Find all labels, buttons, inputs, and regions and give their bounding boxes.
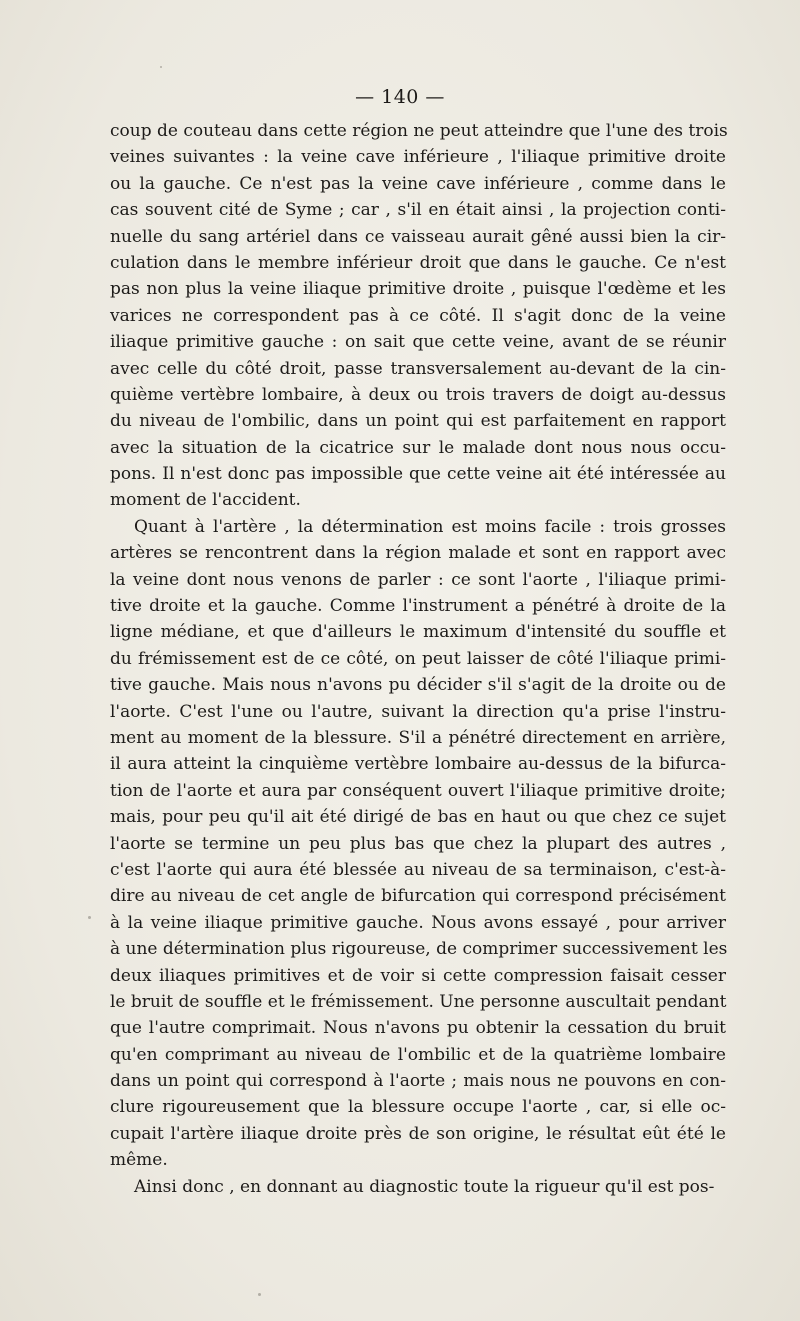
paper-speck [160, 66, 162, 68]
text-line: moment de l'accident. [110, 490, 301, 511]
text-line: ou la gauche. Ce n'est pas la veine cave inférieure , comme dans le [110, 173, 726, 194]
text-line: du frémissement est de ce côté, on peut laisser de côté l'iliaque primi- [110, 648, 726, 669]
text-line: Quant à l'artère , la détermination est moins facile : trois grosses [134, 516, 726, 537]
body-text [110, 118, 726, 1200]
text-line: quième vertèbre lombaire, à deux ou trois travers de doigt au-dessus [110, 384, 726, 405]
paragraph [110, 118, 726, 514]
text-line: nuelle du sang artériel dans ce vaisseau aurait gêné aussi bien la cir- [110, 226, 726, 247]
text-line: à la veine iliaque primitive gauche. Nous avons essayé , pour arriver [110, 912, 726, 933]
text-line: avec celle du côté droit, passe transversalement au-devant de la cin- [110, 358, 726, 379]
text-line: pas non plus la veine iliaque primitive droite , puisque l'œdème et les [110, 279, 726, 300]
text-line: tive gauche. Mais nous n'avons pu décider s'il s'agit de la droite ou de [110, 675, 726, 696]
text-line: culation dans le membre inférieur droit que dans le gauche. Ce n'est [110, 252, 726, 273]
paper-speck [258, 1293, 261, 1296]
text-line: l'aorte se termine un peu plus bas que chez la plupart des autres , [110, 833, 726, 854]
text-line: dire au niveau de cet angle de bifurcation qui correspond précisément [110, 886, 726, 907]
text-line: Ainsi donc , en donnant au diagnostic toute la rigueur qu'il est pos- [134, 1176, 715, 1197]
text-line: clure rigoureusement que la blessure occupe l'aorte , car, si elle oc- [110, 1097, 726, 1118]
text-line: dans un point qui correspond à l'aorte ; mais nous ne pouvons en con- [110, 1071, 726, 1092]
text-line: coup de couteau dans cette région ne peut atteindre que l'une des trois [110, 121, 728, 141]
text-line: du niveau de l'ombilic, dans un point qui est parfaitement en rapport [110, 411, 726, 432]
text-line: à une détermination plus rigoureuse, de comprimer successivement les [110, 939, 728, 960]
text-line: cupait l'artère iliaque droite près de son origine, le résultat eût été le [110, 1123, 726, 1144]
text-line: tive droite et la gauche. Comme l'instrument a pénétré à droite de la [110, 596, 726, 617]
page-number: — 140 — [355, 86, 445, 108]
text-line: il aura atteint la cinquième vertèbre lombaire au-dessus de la bifurca- [110, 754, 726, 775]
text-line: pons. Il n'est donc pas impossible que cette veine ait été intéressée au [110, 464, 726, 485]
paragraph [110, 1174, 726, 1200]
text-line: le bruit de souffle et le frémissement. Une personne auscultait pendant [110, 991, 727, 1012]
text-line: iliaque primitive gauche : on sait que cette veine, avant de se réunir [110, 332, 726, 353]
text-line: la veine dont nous venons de parler : ce sont l'aorte , l'iliaque primi- [110, 569, 726, 590]
text-line: deux iliaques primitives et de voir si cette compression faisait cesser [110, 965, 726, 986]
text-line: ligne médiane, et que d'ailleurs le maximum d'intensité du souffle et [110, 622, 726, 643]
text-line: que l'autre comprimait. Nous n'avons pu obtenir la cessation du bruit [110, 1018, 726, 1039]
text-line: même. [110, 1150, 168, 1171]
text-line: mais, pour peu qu'il ait été dirigé de bas en haut ou que chez ce sujet [110, 807, 726, 828]
paragraph [110, 514, 726, 1174]
text-line: ment au moment de la blessure. S'il a pénétré directement en arrière, [110, 727, 726, 748]
text-line: avec la situation de la cicatrice sur le malade dont nous nous occu- [110, 437, 726, 458]
text-line: cas souvent cité de Syme ; car , s'il en était ainsi , la projection conti- [110, 200, 726, 221]
text-line: tion de l'aorte et aura par conséquent ouvert l'iliaque primitive droite; [110, 780, 726, 801]
text-line: c'est l'aorte qui aura été blessée au niveau de sa terminaison, c'est-à- [110, 859, 726, 880]
text-line: l'aorte. C'est l'une ou l'autre, suivant la direction qu'a prise l'instru- [110, 701, 726, 722]
text-line: veines suivantes : la veine cave inférieure , l'iliaque primitive droite [110, 147, 726, 168]
text-line: artères se rencontrent dans la région malade et sont en rapport avec [110, 543, 726, 564]
text-line: varices ne correspondent pas à ce côté. Il s'agit donc de la veine [110, 305, 726, 326]
text-line: qu'en comprimant au niveau de l'ombilic et de la quatrième lombaire [110, 1044, 726, 1065]
paper-speck [88, 916, 91, 919]
